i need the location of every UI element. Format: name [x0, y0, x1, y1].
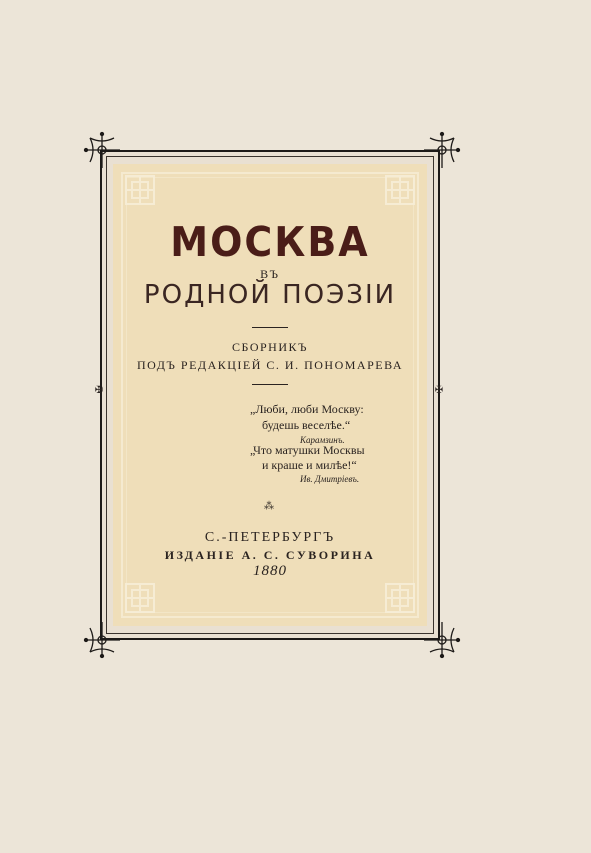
side-ornament-icon: ✠: [94, 385, 104, 396]
side-ornament-icon: ✠: [434, 385, 444, 396]
knot-ornament-icon: [380, 170, 420, 210]
corner-flourish-icon: [80, 618, 124, 662]
knot-ornament-icon: [120, 170, 160, 210]
epigraph-line: „Люби, люби Москву:: [250, 402, 364, 416]
title-preposition: ВЪ: [260, 267, 280, 281]
corner-flourish-icon: [80, 128, 124, 172]
corner-flourish-icon: [420, 128, 464, 172]
imprint-city: С.-ПЕТЕРБУРГЪ: [204, 530, 336, 545]
imprint-year: 1880: [253, 563, 287, 579]
epigraph-line: „Что матушки Москвы: [250, 443, 365, 457]
knot-ornament-icon: [120, 578, 160, 618]
epigraph-line: будешь веселѣе.“: [262, 418, 351, 432]
knot-ornament-icon: [380, 578, 420, 618]
divider-rule: [252, 384, 288, 385]
epigraph-author: Карамзинъ.: [300, 435, 345, 445]
book-title: МОСКВА: [170, 218, 370, 266]
book-subtitle: РОДНОЙ ПОЭЗІИ: [143, 280, 397, 310]
corner-flourish-icon: [420, 618, 464, 662]
editor-line: ПОДЪ РЕДАКЦІЕЙ С. И. ПОНОМАРЕВА: [137, 358, 403, 372]
epigraph-author: Ив. Дмитріевъ.: [300, 474, 360, 484]
epigraph-line: и краше и милѣе!“: [262, 458, 357, 472]
imprint-publisher: ИЗДАНІЕ А. С. СУВОРИНА: [164, 548, 376, 562]
divider-rule: [252, 327, 288, 328]
collection-label: СБОРНИКЪ: [232, 340, 308, 354]
ornament-divider-icon: ⁂: [264, 501, 276, 512]
